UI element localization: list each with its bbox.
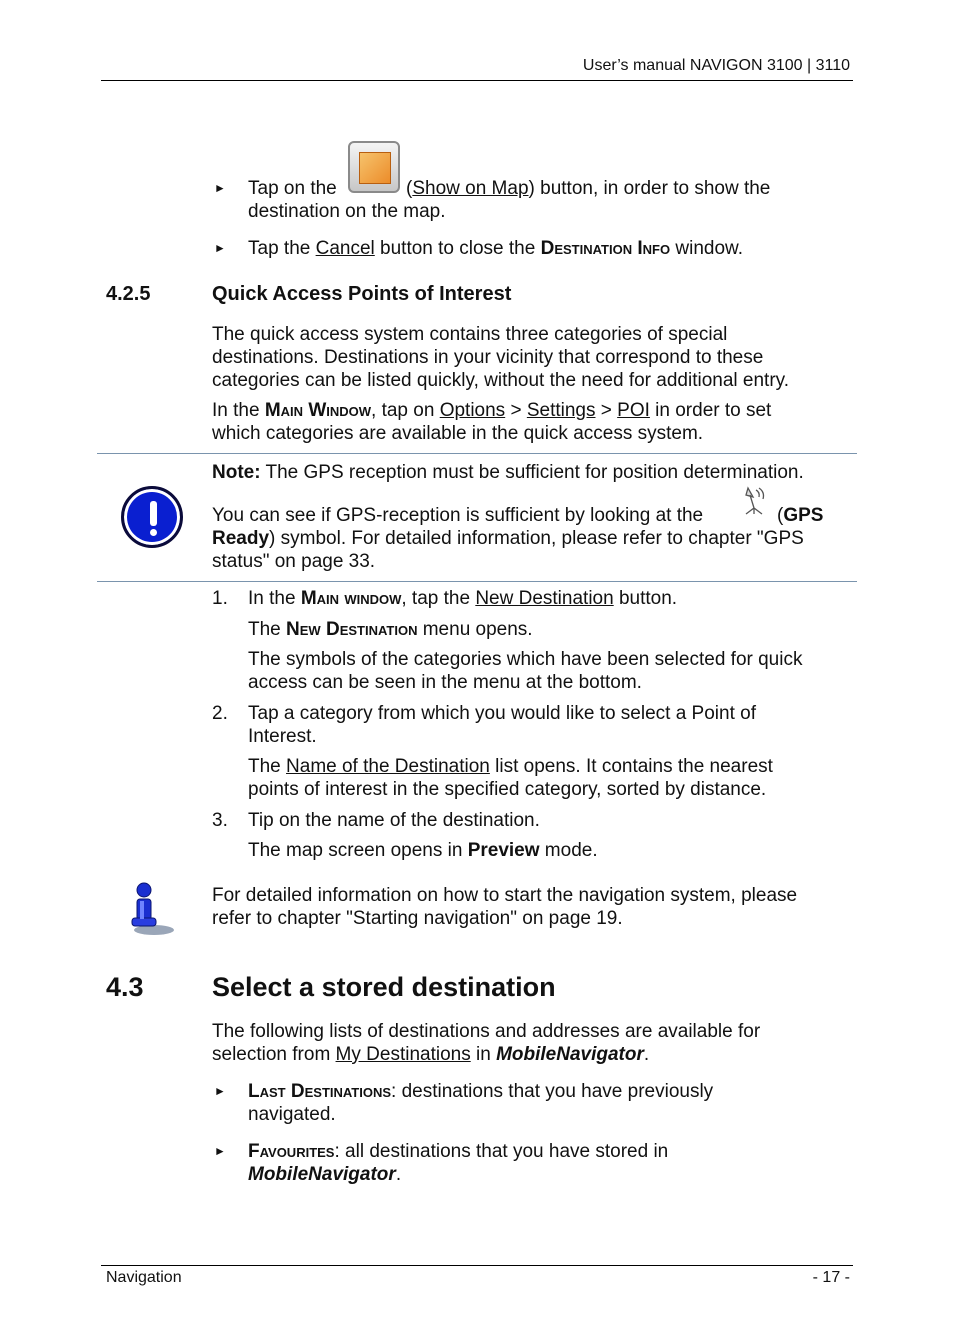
step-number: 3. bbox=[212, 810, 228, 831]
bullet-text-line2: destination on the map. bbox=[248, 201, 446, 222]
step-result bbox=[248, 618, 533, 641]
bullet-line2: navigated. bbox=[248, 1104, 336, 1125]
link-cancel[interactable]: Cancel bbox=[315, 238, 375, 259]
window-name: Main window bbox=[300, 588, 402, 609]
link-settings[interactable]: Settings bbox=[526, 400, 596, 421]
bullet-text: button to close the bbox=[374, 238, 541, 259]
text: : destinations that you have previously bbox=[391, 1081, 714, 1102]
link-name-of-destination[interactable]: Name of the Destination bbox=[286, 756, 490, 777]
text: . bbox=[643, 1044, 650, 1065]
step-result bbox=[248, 755, 773, 778]
window-name: Main Window bbox=[264, 400, 372, 421]
text: in order to set bbox=[649, 400, 772, 421]
step-text: Tip on the name of the destination. bbox=[248, 810, 540, 831]
text: The bbox=[248, 619, 287, 640]
map-icon bbox=[359, 152, 391, 184]
app-name: MobileNavigator bbox=[496, 1044, 644, 1065]
bullet-cancel bbox=[248, 237, 743, 260]
page-header: User’s manual NAVIGON 3100 | 3110 bbox=[582, 57, 850, 74]
info-person-icon bbox=[124, 880, 178, 938]
bullet-marker-icon: ► bbox=[214, 241, 226, 255]
step-note-line: access can be seen in the menu at the bottom. bbox=[248, 672, 642, 693]
note-line: status" on page 33. bbox=[212, 551, 376, 572]
bullet-show-on-map-rest bbox=[406, 177, 770, 200]
gps-ready-icon bbox=[742, 486, 768, 516]
note-line bbox=[212, 527, 804, 550]
footer-chapter: Navigation bbox=[106, 1269, 182, 1286]
note-bottom-rule bbox=[97, 581, 857, 582]
text: The bbox=[248, 756, 287, 777]
bullet-text: Tap on the bbox=[248, 178, 337, 199]
footer-rule bbox=[101, 1265, 853, 1266]
menu-name: New Destination bbox=[286, 619, 418, 640]
list-name: Favourites bbox=[248, 1141, 335, 1162]
step-text: Interest. bbox=[248, 726, 317, 747]
text: In the bbox=[212, 400, 265, 421]
gps-bold: GPS bbox=[783, 505, 824, 526]
list-name: Last Destinations bbox=[248, 1081, 392, 1102]
step-text bbox=[248, 587, 677, 610]
link-poi[interactable]: POI bbox=[617, 400, 650, 421]
link-new-destination[interactable]: New Destination bbox=[475, 588, 614, 609]
link-my-destinations[interactable]: My Destinations bbox=[335, 1044, 471, 1065]
app-name: MobileNavigator bbox=[248, 1164, 396, 1185]
note-line bbox=[212, 461, 804, 484]
text: in bbox=[470, 1044, 497, 1065]
section-number: 4.3 bbox=[106, 972, 144, 1002]
step-note-line: The symbols of the categories which have been selected for quick bbox=[248, 649, 803, 670]
paren: ( bbox=[406, 178, 413, 199]
paren: ( bbox=[777, 505, 784, 526]
mode-name: Preview bbox=[467, 840, 540, 861]
text: In the bbox=[248, 588, 301, 609]
step-number: 1. bbox=[212, 588, 228, 609]
note-text: You can see if GPS-reception is sufficient by looking at the bbox=[212, 505, 704, 526]
para-line: which categories are available in the quick access system. bbox=[212, 423, 704, 444]
note-text: The GPS reception must be sufficient for position determination. bbox=[260, 462, 804, 483]
text: , tap on bbox=[371, 400, 440, 421]
section-title: Quick Access Points of Interest bbox=[212, 283, 512, 305]
step-result-line2: points of interest in the specified category, sorted by distance. bbox=[248, 779, 767, 800]
exclamation-icon bbox=[121, 486, 183, 548]
text: > bbox=[505, 400, 527, 421]
para-line: destinations. Destinations in your vicinity that correspond to these bbox=[212, 347, 764, 368]
header-rule bbox=[101, 80, 853, 81]
text: , tap the bbox=[401, 588, 476, 609]
exclamation-bar bbox=[150, 501, 157, 526]
page-number: - 17 - bbox=[812, 1269, 850, 1286]
window-name: Destination Info bbox=[540, 238, 671, 259]
show-on-map-button[interactable] bbox=[348, 141, 400, 193]
step-result bbox=[248, 839, 598, 862]
bullet-line2 bbox=[248, 1163, 401, 1186]
para-line: The quick access system contains three categories of special bbox=[212, 324, 728, 345]
section-title: Select a stored destination bbox=[212, 972, 556, 1002]
note-gps-label bbox=[777, 504, 823, 527]
text: list opens. It contains the nearest bbox=[489, 756, 773, 777]
text: > bbox=[595, 400, 618, 421]
bullet-text: Tap the bbox=[248, 238, 316, 259]
exclamation-dot bbox=[150, 529, 157, 536]
text: : all destinations that you have stored in bbox=[334, 1141, 669, 1162]
text: menu opens. bbox=[417, 619, 533, 640]
text: button. bbox=[613, 588, 678, 609]
note-text: ) symbol. For detailed information, please refer to chapter "GPS bbox=[269, 528, 804, 549]
link-show-on-map[interactable]: Show on Map bbox=[412, 178, 529, 199]
bullet-favourites bbox=[248, 1140, 668, 1163]
bullet-marker-icon: ► bbox=[214, 1084, 226, 1098]
bullet-last-destinations bbox=[248, 1080, 713, 1103]
intro-line bbox=[212, 1043, 649, 1066]
text: . bbox=[395, 1164, 402, 1185]
text: mode. bbox=[539, 840, 598, 861]
note-top-rule bbox=[97, 453, 857, 454]
bullet-marker-icon: ► bbox=[214, 181, 226, 195]
step-text: Tap a category from which you would like to select a Point of bbox=[248, 703, 756, 724]
para-line: categories can be listed quickly, without the need for additional entry. bbox=[212, 370, 790, 391]
bullet-show-on-map bbox=[248, 177, 337, 200]
bullet-marker-icon: ► bbox=[214, 1144, 226, 1158]
bullet-text: window. bbox=[670, 238, 743, 259]
link-options[interactable]: Options bbox=[439, 400, 506, 421]
para-settings bbox=[212, 399, 771, 422]
ready-bold: Ready bbox=[212, 528, 270, 549]
info-line: refer to chapter "Starting navigation" on page 19. bbox=[212, 908, 623, 929]
bullet-text: ) button, in order to show the bbox=[528, 178, 771, 199]
text: selection from bbox=[212, 1044, 336, 1065]
section-number: 4.2.5 bbox=[106, 283, 151, 305]
info-line: For detailed information on how to start the navigation system, please bbox=[212, 885, 798, 906]
step-number: 2. bbox=[212, 703, 228, 724]
text: The map screen opens in bbox=[248, 840, 468, 861]
note-label: Note: bbox=[212, 462, 261, 483]
intro-line: The following lists of destinations and addresses are available for bbox=[212, 1021, 761, 1042]
